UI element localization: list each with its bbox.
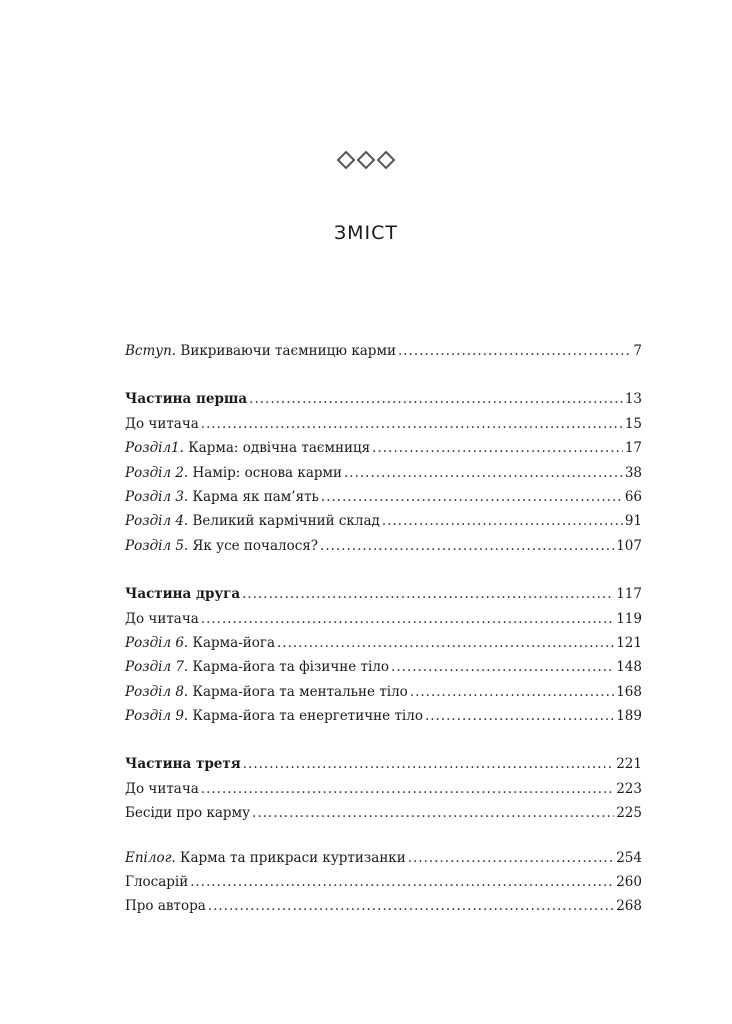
page-number: 225 (616, 805, 642, 822)
toc-part-two[interactable] (125, 586, 642, 610)
toc-entry[interactable] (125, 635, 642, 659)
page-number: 119 (616, 610, 642, 627)
diamond-ornament-icon (0, 150, 732, 174)
dot-leader (321, 489, 623, 505)
page-number: 7 (633, 343, 642, 359)
dot-leader (398, 343, 631, 359)
dot-leader (344, 465, 623, 481)
entry-title: Карма як пам’ять (188, 488, 319, 505)
toc-entry[interactable] (125, 440, 642, 464)
entry-prefix: Розділ 8. (125, 683, 189, 700)
dot-leader (382, 513, 623, 529)
dot-leader (320, 538, 614, 554)
entry-prefix: Розділ 7. (125, 659, 189, 676)
page-number: 107 (616, 537, 642, 554)
entry-title: Як усе почалося? (188, 537, 319, 554)
page-number: 13 (624, 391, 642, 408)
toc-entry[interactable] (125, 708, 642, 732)
dot-leader (391, 659, 614, 675)
page-number: 223 (616, 780, 642, 797)
table-of-contents (125, 343, 642, 923)
entry-title: Карма: одвічна таємниця (183, 440, 371, 457)
page-title: ЗМІСТ (333, 222, 399, 244)
entry-prefix: Розділ1. (125, 440, 184, 457)
entry-prefix: Розділ 5. (125, 537, 189, 554)
dot-leader (190, 874, 614, 890)
page-number: 254 (616, 849, 642, 866)
dot-leader (408, 850, 614, 866)
toc-part-one[interactable] (125, 391, 642, 415)
entry-prefix: Розділ 9. (125, 708, 189, 725)
entry-title: Карма-йога та енергетичне тіло (188, 708, 423, 725)
dot-leader (208, 898, 614, 914)
part-title: Частина перша (125, 391, 248, 408)
toc-entry-glossary[interactable] (125, 874, 642, 898)
toc-entry[interactable] (125, 805, 642, 829)
toc-entry-intro[interactable] (125, 343, 642, 367)
page-number: 117 (616, 586, 642, 603)
entry-prefix: Вступ. (125, 343, 177, 359)
toc-entry[interactable] (125, 684, 642, 708)
dot-leader (201, 781, 614, 797)
toc-entry[interactable] (125, 538, 642, 562)
entry-title: Глосарій (125, 874, 189, 891)
entry-prefix: Розділ 2. (125, 464, 189, 481)
entry-title: Карма-йога (188, 634, 276, 651)
entry-title: Карма-йога та фізичне тіло (188, 659, 390, 676)
page-number: 260 (616, 874, 642, 891)
entry-title: До читача (125, 610, 199, 627)
entry-prefix: Розділ 4. (125, 513, 189, 530)
page-number: 189 (616, 708, 642, 725)
page-number: 66 (624, 488, 642, 505)
toc-entry[interactable] (125, 781, 642, 805)
page-number: 221 (616, 756, 642, 773)
dot-leader (425, 708, 614, 724)
entry-title: Карма-йога та ментальне тіло (188, 683, 408, 700)
dot-leader (249, 391, 623, 407)
dot-leader (242, 586, 614, 602)
entry-title: Карма та прикраси куртизанки (175, 849, 406, 866)
entry-title: Намір: основа карми (188, 464, 343, 481)
entry-title: До читача (125, 415, 199, 432)
toc-entry[interactable] (125, 611, 642, 635)
part-title: Частина друга (125, 586, 241, 603)
dot-leader (201, 611, 614, 627)
entry-prefix: Епілог. (125, 849, 176, 866)
page-number: 121 (616, 634, 642, 651)
entry-title: Викриваючи таємницю карми (176, 343, 396, 359)
entry-prefix: Розділ 3. (125, 488, 189, 505)
entry-title: Великий кармічний склад (188, 513, 380, 530)
toc-entry[interactable] (125, 416, 642, 440)
page-number: 17 (624, 440, 642, 457)
entry-prefix: Розділ 6. (125, 634, 189, 651)
page-number: 15 (624, 415, 642, 432)
page-number: 148 (616, 659, 642, 676)
dot-leader (201, 416, 623, 432)
entry-title: До читача (125, 780, 199, 797)
entry-title: Про автора (125, 898, 206, 915)
dot-leader (252, 805, 614, 821)
page-number: 168 (616, 683, 642, 700)
toc-entry[interactable] (125, 465, 642, 489)
page-number: 38 (624, 464, 642, 481)
dot-leader (372, 440, 623, 456)
toc-entry-epilogue[interactable] (125, 850, 642, 874)
part-title: Частина третя (125, 756, 241, 773)
toc-entry[interactable] (125, 489, 642, 513)
entry-title: Бесіди про карму (125, 805, 251, 822)
toc-entry[interactable] (125, 513, 642, 537)
dot-leader (410, 684, 614, 700)
dot-leader (243, 756, 614, 772)
toc-part-three[interactable] (125, 756, 642, 780)
page-number: 268 (616, 898, 642, 915)
toc-entry[interactable] (125, 659, 642, 683)
dot-leader (277, 635, 614, 651)
toc-entry-about-author[interactable] (125, 898, 642, 922)
page-number: 91 (624, 513, 642, 530)
